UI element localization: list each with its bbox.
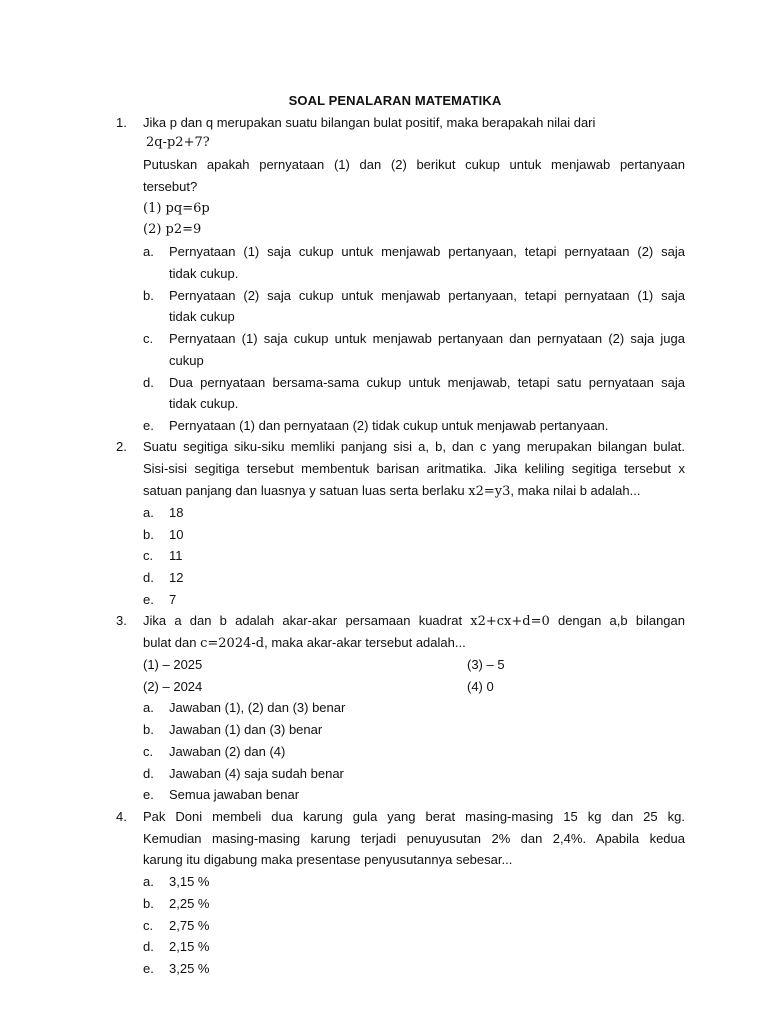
option-label: e. [143, 787, 154, 802]
option-label: a. [143, 505, 154, 520]
option-label: c. [143, 331, 154, 346]
question-3-choice-4: (4) 0 [467, 679, 494, 694]
option-text-cont: cukup [169, 353, 204, 368]
document-title: SOAL PENALARAN MATEMATIKA [288, 93, 502, 108]
option-text: Dua pernyataan bersama-sama cukup untuk menjawab, tetapi satu pernyataan saja [169, 375, 685, 390]
question-3-choice-2: (2) – 2024 [143, 679, 203, 694]
option-label: a. [143, 700, 154, 715]
option-label: b. [143, 722, 154, 737]
option-text: 11 [169, 548, 183, 563]
question-1-expression: 2q-p2+7? [146, 135, 210, 150]
question-3-equation: x2+cx+d=0 [470, 614, 550, 629]
question-3-text-part: bulat dan [143, 635, 201, 650]
option-text: Pernyataan (1) dan pernyataan (2) tidak cukup untuk menjawab pertanyaan. [169, 418, 609, 433]
option-text-cont: tidak cukup. [169, 396, 239, 411]
question-3-text-part: Jika a dan b adalah akar-akar persamaan kuadrat [143, 613, 471, 628]
question-2-text-part: satuan panjang dan luasnya y satuan luas serta berlaku [143, 483, 469, 498]
question-3-number: 3. [116, 613, 127, 628]
question-3-choice-1: (1) – 2025 [143, 657, 203, 672]
option-text: 7 [169, 592, 177, 607]
question-2-number: 2. [116, 439, 127, 454]
question-2-text-cont: Sisi-sisi segitiga tersebut membentuk barisan aritmatika. Jika keliling segitiga tersebut x [143, 461, 685, 476]
option-label: b. [143, 896, 154, 911]
question-3-condition: c=2024-d [200, 636, 265, 651]
option-text-cont: tidak cukup [169, 309, 235, 324]
option-label: d. [143, 766, 154, 781]
option-label: a. [143, 874, 154, 889]
option-label: d. [143, 375, 154, 390]
option-text: 3,15 % [169, 874, 210, 889]
option-label: c. [143, 548, 154, 563]
option-text: Pernyataan (1) saja cukup untuk menjawab pertanyaan dan pernyataan (2) saja juga [169, 331, 685, 346]
option-label: a. [143, 244, 154, 259]
question-3-text [143, 612, 685, 630]
question-4-text-end: karung itu digabung maka presentase penyusutannya sebesar... [143, 852, 513, 867]
option-text: 10 [169, 527, 184, 542]
question-1-text: Jika p dan q merupakan suatu bilangan bulat positif, maka berapakah nilai dari [143, 115, 596, 130]
question-3-choice-3: (3) – 5 [467, 657, 505, 672]
option-text: Pernyataan (2) saja cukup untuk menjawab pertanyaan, tetapi pernyataan (1) saja [169, 288, 685, 303]
option-label: e. [143, 961, 154, 976]
question-3-text-cont [143, 634, 685, 652]
option-text: Pernyataan (1) saja cukup untuk menjawab pertanyaan, tetapi pernyataan (2) saja [169, 244, 685, 259]
option-text: 2,75 % [169, 918, 210, 933]
question-2-text: Suatu segitiga siku-siku memliki panjang sisi a, b, dan c yang merupakan bilangan bulat. [143, 439, 685, 454]
option-label: d. [143, 570, 154, 585]
option-text: Jawaban (4) saja sudah benar [169, 766, 344, 781]
option-label: e. [143, 418, 154, 433]
option-text: 18 [169, 505, 184, 520]
option-label: b. [143, 527, 154, 542]
option-label: d. [143, 939, 154, 954]
option-text-cont: tidak cukup. [169, 266, 239, 281]
question-2-text-part: , maka nilai b adalah... [510, 483, 641, 498]
option-text: 2,25 % [169, 896, 210, 911]
option-label: c. [143, 918, 154, 933]
option-text: Jawaban (1), (2) dan (3) benar [169, 700, 346, 715]
option-label: c. [143, 744, 154, 759]
option-text: Jawaban (2) dan (4) [169, 744, 286, 759]
option-label: b. [143, 288, 154, 303]
question-1-instruction: Putuskan apakah pernyataan (1) dan (2) berikut cukup untuk menjawab pertanyaan [143, 157, 685, 172]
option-text: 12 [169, 570, 184, 585]
question-4-text: Pak Doni membeli dua karung gula yang berat masing-masing 15 kg dan 25 kg. [143, 809, 685, 824]
question-3-text-part: , maka akar-akar tersebut adalah... [264, 635, 466, 650]
question-4-number: 4. [116, 809, 127, 824]
question-3-text-part: dengan a,b bilangan [549, 613, 685, 628]
question-1-statement-2: (2) p2=9 [143, 222, 202, 237]
question-1-instruction-cont: tersebut? [143, 179, 198, 194]
option-text: Semua jawaban benar [169, 787, 300, 802]
question-1-number: 1. [116, 115, 127, 130]
question-4-text-cont: Kemudian masing-masing karung terjadi penuyusutan 2% dan 2,4%. Apabila kedua [143, 831, 685, 846]
option-text: Jawaban (1) dan (3) benar [169, 722, 323, 737]
question-1-statement-1: (1) pq=6p [143, 201, 210, 216]
option-label: e. [143, 592, 154, 607]
option-text: 3,25 % [169, 961, 210, 976]
option-text: 2,15 % [169, 939, 210, 954]
question-2-text-end [143, 482, 685, 500]
question-2-equation: x2=y3 [468, 484, 511, 499]
